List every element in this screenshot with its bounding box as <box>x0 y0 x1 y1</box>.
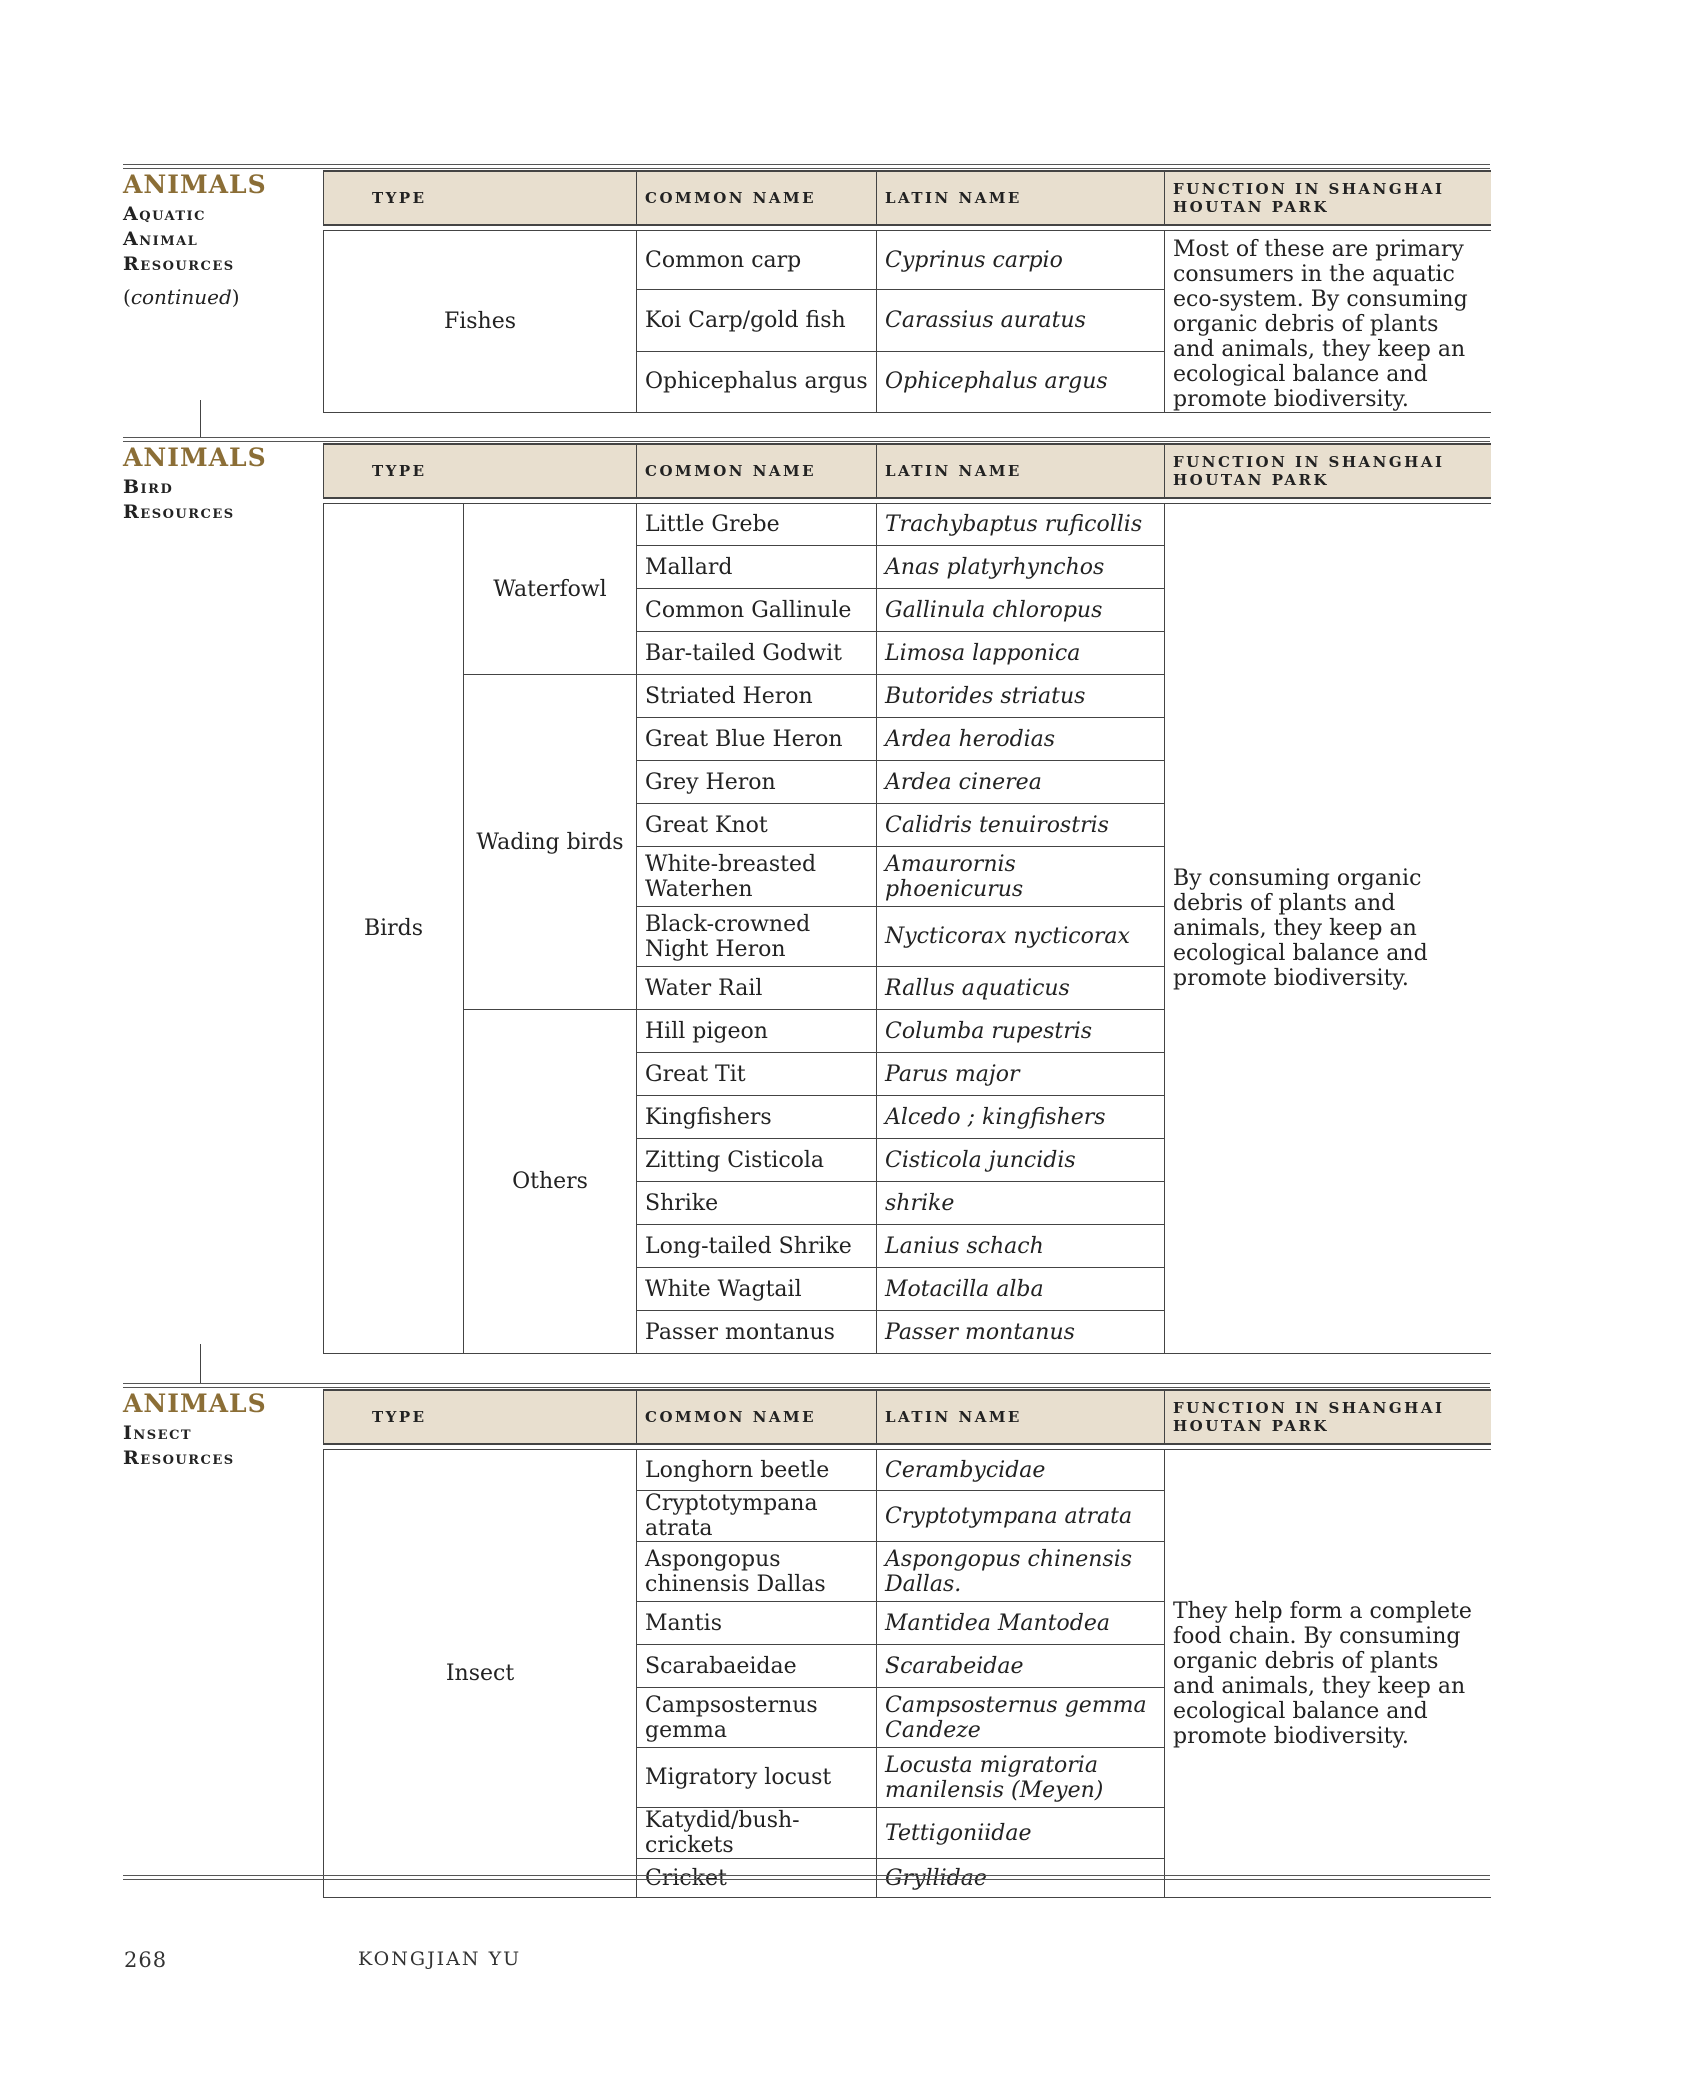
common-name-cell: Migratory locust <box>637 1748 877 1808</box>
table-header-row <box>324 1390 1491 1444</box>
latin-name-cell: Scarabeidae <box>877 1645 1165 1688</box>
latin-name-cell: Columba rupestris <box>877 1010 1165 1053</box>
common-name-cell: Hill pigeon <box>637 1010 877 1053</box>
aquatic-subtitle-line: Resources <box>123 253 235 275</box>
common-name-cell: Great Tit <box>637 1053 877 1096</box>
header-common-name: COMMON NAME <box>637 171 877 225</box>
aquatic-tail-line <box>200 400 201 438</box>
group-cell-wading-birds: Wading birds <box>464 675 637 1010</box>
latin-name-cell: Alcedo ; kingfishers <box>877 1096 1165 1139</box>
table-row <box>324 1450 1491 1491</box>
common-name-cell: Shrike <box>637 1182 877 1225</box>
bottom-rule <box>123 1875 1490 1876</box>
latin-name-cell: Tettigoniidae <box>877 1808 1165 1859</box>
header-common-name: COMMON NAME <box>637 444 877 498</box>
birds-table <box>323 443 1491 1354</box>
common-name-cell: Zitting Cisticola <box>637 1139 877 1182</box>
aquatic-subtitle <box>123 202 323 277</box>
aquatic-subtitle-line: Aquatic <box>123 203 206 225</box>
common-name-cell: Katydid/bush-crickets <box>637 1808 877 1859</box>
latin-name-cell: Mantidea Mantodea <box>877 1602 1165 1645</box>
aquatic-continued-text: continued <box>130 285 232 309</box>
type-cell-insect: Insect <box>324 1450 637 1898</box>
header-latin-name: LATIN NAME <box>877 1390 1165 1444</box>
type-cell-fishes: Fishes <box>324 231 637 413</box>
header-latin-name: LATIN NAME <box>877 444 1165 498</box>
common-name-cell: Common carp <box>637 231 877 290</box>
common-name-cell: Mantis <box>637 1602 877 1645</box>
insects-table <box>323 1389 1491 1898</box>
latin-name-cell: Anas platyrhynchos <box>877 546 1165 589</box>
latin-name-cell: Calidris tenuirostris <box>877 804 1165 847</box>
header-type: TYPE <box>324 171 637 225</box>
birds-tail-line <box>200 1344 201 1384</box>
latin-name-cell: Ardea cinerea <box>877 761 1165 804</box>
common-name-cell: Koi Carp/gold fish <box>637 290 877 351</box>
aquatic-subtitle-line: Animal <box>123 228 199 250</box>
page-number: 268 <box>124 1948 168 1972</box>
birds-subtitle-line: Bird <box>123 476 174 498</box>
table-row <box>324 231 1491 290</box>
latin-name-cell: shrike <box>877 1182 1165 1225</box>
latin-name-cell: Amaurornis phoenicurus <box>877 847 1165 907</box>
insects-subtitle <box>123 1421 323 1471</box>
latin-name-cell: Cyprinus carpio <box>877 231 1165 290</box>
section-rule-second <box>123 1387 1490 1388</box>
latin-name-cell: Rallus aquaticus <box>877 967 1165 1010</box>
insects-sidebar <box>123 1389 323 1471</box>
insects-kicker: ANIMALS <box>123 1389 267 1418</box>
latin-name-cell: Aspongopus chinensis Dallas. <box>877 1542 1165 1602</box>
group-cell-waterfowl: Waterfowl <box>464 504 637 675</box>
aquatic-table <box>323 170 1491 413</box>
latin-name-cell: Cryptotympana atrata <box>877 1491 1165 1542</box>
latin-name-cell: Butorides striatus <box>877 675 1165 718</box>
latin-name-cell: Ophicephalus argus <box>877 351 1165 412</box>
aquatic-continued: (continued) <box>123 285 240 309</box>
latin-name-cell: Ardea herodias <box>877 718 1165 761</box>
latin-name-cell: Lanius schach <box>877 1225 1165 1268</box>
latin-name-cell: Limosa lapponica <box>877 632 1165 675</box>
latin-name-cell: Passer montanus <box>877 1311 1165 1354</box>
common-name-cell: Kingfishers <box>637 1096 877 1139</box>
birds-subtitle <box>123 475 323 525</box>
common-name-cell: Long-tailed Shrike <box>637 1225 877 1268</box>
latin-name-cell: Gallinula chloropus <box>877 589 1165 632</box>
insects-subtitle-line: Insect <box>123 1422 193 1444</box>
common-name-cell: White Wagtail <box>637 1268 877 1311</box>
latin-name-cell: Cerambycidae <box>877 1450 1165 1491</box>
common-name-cell: Mallard <box>637 546 877 589</box>
common-name-cell: Great Blue Heron <box>637 718 877 761</box>
top-rule <box>123 164 1490 165</box>
common-name-cell: Bar-tailed Godwit <box>637 632 877 675</box>
header-latin-name: LATIN NAME <box>877 171 1165 225</box>
common-name-cell: Grey Heron <box>637 761 877 804</box>
section-rule <box>123 437 1490 438</box>
common-name-cell: Passer montanus <box>637 1311 877 1354</box>
top-rule-second <box>123 168 1490 169</box>
latin-name-cell: Gryllidae <box>877 1859 1165 1898</box>
birds-kicker: ANIMALS <box>123 443 267 472</box>
common-name-cell: Common Gallinule <box>637 589 877 632</box>
common-name-cell: Cricket <box>637 1859 877 1898</box>
latin-name-cell: Nycticorax nycticorax <box>877 907 1165 967</box>
running-footer-author: KONGJIAN YU <box>358 1948 522 1970</box>
bottom-rule-second <box>123 1879 1490 1880</box>
common-name-cell: Great Knot <box>637 804 877 847</box>
header-function: FUNCTION IN SHANGHAI HOUTAN PARK <box>1165 171 1491 225</box>
common-name-cell: White-breasted Waterhen <box>637 847 877 907</box>
common-name-cell: Longhorn beetle <box>637 1450 877 1491</box>
table-header-row <box>324 171 1491 225</box>
common-name-cell: Ophicephalus argus <box>637 351 877 412</box>
common-name-cell: Water Rail <box>637 967 877 1010</box>
section-rule <box>123 1383 1490 1384</box>
insects-subtitle-line: Resources <box>123 1447 235 1469</box>
common-name-cell: Campsosternus gemma <box>637 1688 877 1748</box>
function-cell: Most of these are primary consumers in the aquatic eco-system. By consuming organic debris of plants and animals, they keep an ecological balance and promote biodiversity. <box>1165 231 1491 413</box>
birds-sidebar <box>123 443 323 525</box>
latin-name-cell: Campsosternus gemma Candeze <box>877 1688 1165 1748</box>
latin-name-cell: Locusta migratoria manilensis (Meyen) <box>877 1748 1165 1808</box>
latin-name-cell: Trachybaptus ruficollis <box>877 504 1165 546</box>
latin-name-cell: Carassius auratus <box>877 290 1165 351</box>
function-cell: By consuming organic debris of plants and animals, they keep an ecological balance and promote biodiversity. <box>1165 504 1491 1354</box>
common-name-cell: Striated Heron <box>637 675 877 718</box>
common-name-cell: Scarabaeidae <box>637 1645 877 1688</box>
common-name-cell: Little Grebe <box>637 504 877 546</box>
latin-name-cell: Parus major <box>877 1053 1165 1096</box>
function-cell: They help form a complete food chain. By consuming organic debris of plants and animals, they keep an ecological balance and promote biodiversity. <box>1165 1450 1491 1898</box>
header-type: TYPE <box>324 1390 637 1444</box>
header-function: FUNCTION IN SHANGHAI HOUTAN PARK <box>1165 444 1491 498</box>
common-name-cell: Cryptotympana atrata <box>637 1491 877 1542</box>
latin-name-cell: Cisticola juncidis <box>877 1139 1165 1182</box>
header-function: FUNCTION IN SHANGHAI HOUTAN PARK <box>1165 1390 1491 1444</box>
group-cell-others: Others <box>464 1010 637 1354</box>
birds-subtitle-line: Resources <box>123 501 235 523</box>
table-row <box>324 504 1491 546</box>
common-name-cell: Aspongopus chinensis Dallas <box>637 1542 877 1602</box>
common-name-cell: Black-crowned Night Heron <box>637 907 877 967</box>
header-type: TYPE <box>324 444 637 498</box>
aquatic-sidebar <box>123 170 323 309</box>
header-common-name: COMMON NAME <box>637 1390 877 1444</box>
section-rule-second <box>123 441 1490 442</box>
type-cell-birds: Birds <box>324 504 464 1354</box>
table-header-row <box>324 444 1491 498</box>
latin-name-cell: Motacilla alba <box>877 1268 1165 1311</box>
aquatic-kicker: ANIMALS <box>123 170 267 199</box>
